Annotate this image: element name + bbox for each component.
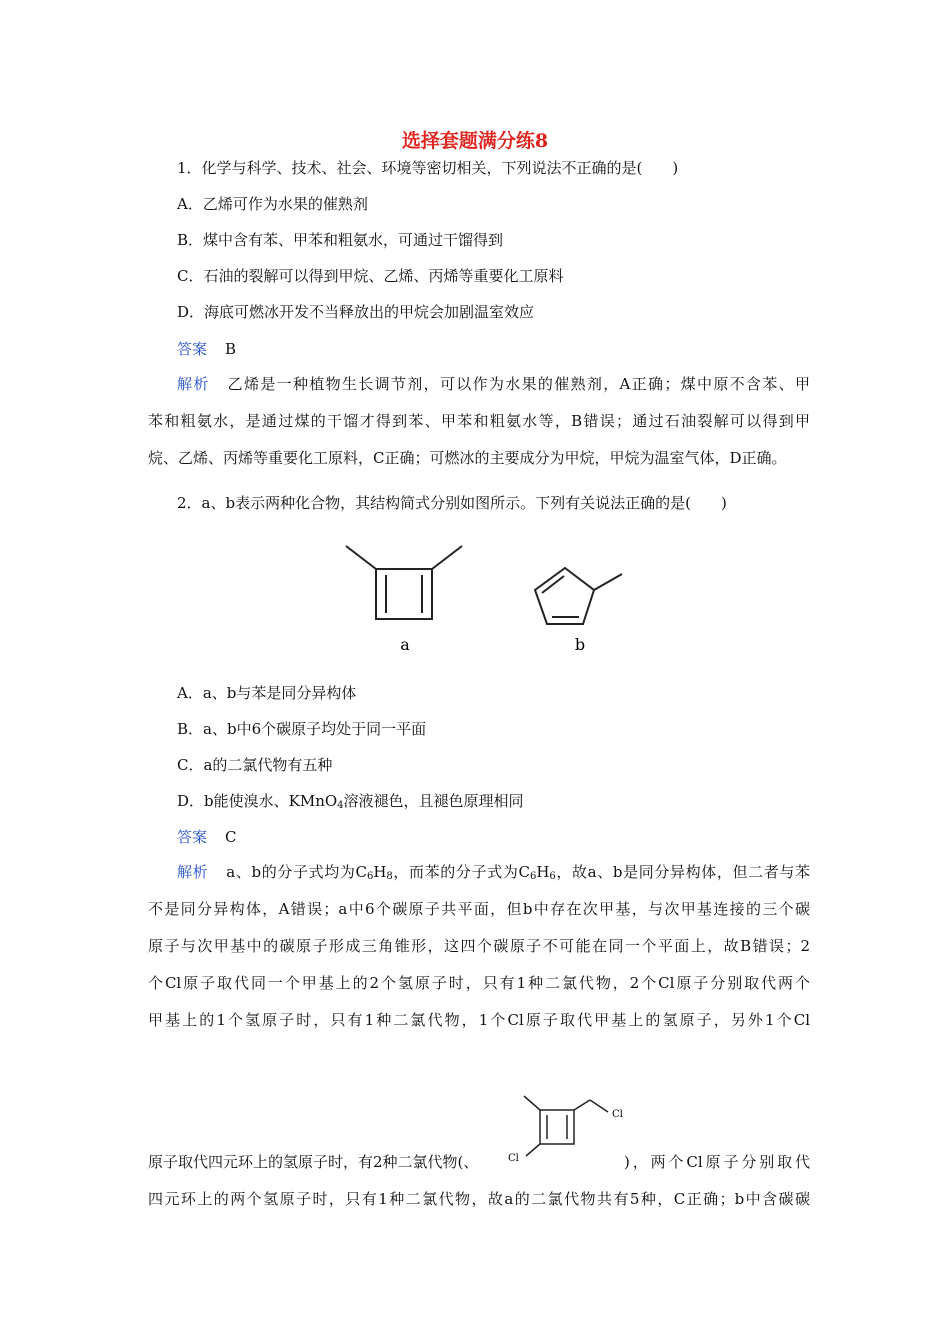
label-a: a <box>400 635 410 654</box>
analysis-label: 解析 <box>177 375 210 393</box>
analysis-line: 甲基上的1个氢原子时，只有1种二氯代物，1个Cl原子取代甲基上的氢原子，另外1个Cl <box>148 1011 810 1029</box>
q1-option-c: C．石油的裂解可以得到甲烷、乙烯、丙烯等重要化工原料 <box>177 267 564 285</box>
q1-option-a: A．乙烯可作为水果的催熟剂 <box>177 195 368 213</box>
q2-analysis: 解析 a、b的分子式均为$C_6H_8$，而苯的分子式为$C_6H_6$，故a、b是同分异构体，但二者与苯 不是同分异构体，A错误；a中6个碳原子共平面，但b中存在次甲基，与次甲基连接的三个碳 原子与次甲基中的碳原子形成三角锥形，这四个碳原子不可能在同一个平面上，故B错误；2 个Cl原子取代同一个甲基上的2个氢原子时，只有1种二氯代物，2个Cl原子分别取代两个 甲基上的1个氢原子时，只有1种二氯代物，1个Cl原子取代甲基上的氢原子，另外1个Cl <box>148 863 810 1029</box>
structure-b <box>535 568 622 624</box>
analysis-line: 乙烯是一种植物生长调节剂，可以作为水果的催熟剂，A正确；煤中原不含苯、甲 <box>227 375 810 393</box>
analysis-line: 原子与次甲基中的碳原子形成三角锥形，这四个碳原子不可能在同一个平面上，故B错误；2 <box>148 937 810 955</box>
q1-stem: 1．化学与科学、技术、社会、环境等密切相关，下列说法不正确的是( ) <box>177 159 679 177</box>
q2-analysis-line6-post: )，两个Cl原子分别取代 <box>624 1153 810 1171</box>
q2-option-b: B．a、b中6个碳原子均处于同一平面 <box>177 720 427 738</box>
cl-label: Cl <box>612 1109 623 1120</box>
q2-option-c: C．a的二氯代物有五种 <box>177 756 333 774</box>
q2-analysis-line7: 四元环上的两个氢原子时，只有1种二氯代物，故a的二氯代物共有5种，C正确；b中含碳碳 <box>148 1190 810 1208</box>
q2-option-d: D．b能使溴水、KMnO$_4$溶液褪色，且褪色原理相同 <box>177 792 524 811</box>
structure-figure <box>330 535 630 665</box>
q1-option-b: B．煤中含有苯、甲苯和粗氨水，可通过干馏得到 <box>177 231 504 249</box>
answer-value: C <box>225 828 237 846</box>
q2-option-a: A．a、b与苯是同分异构体 <box>177 684 357 702</box>
analysis-line: 苯和粗氨水，是通过煤的干馏才得到苯、甲苯和粗氨水等，B错误；通过石油裂解可以得到甲 <box>148 412 810 430</box>
analysis-line: 个Cl原子取代同一个甲基上的2个氢原子时，只有1种二氯代物，2个Cl原子分别取代两个 <box>148 974 810 992</box>
answer-value: B <box>225 340 237 358</box>
structure-a <box>346 546 462 619</box>
label-b: b <box>574 635 586 654</box>
analysis-line: 烷、乙烯、丙烯等重要化工原料，C正确；可燃冰的主要成分为甲烷，甲烷为温室气体，D正确。 <box>148 449 787 467</box>
q1-answer <box>177 338 837 360</box>
q2-analysis-line6-pre: 原子取代四元环上的氢原子时，有2种二氯代物(、 <box>148 1153 479 1171</box>
q1-option-d: D．海底可燃冰开发不当释放出的甲烷会加剧温室效应 <box>177 303 535 321</box>
cl-label: Cl <box>508 1153 519 1164</box>
page-title: 选择套题满分练8 <box>401 130 549 152</box>
q1-analysis <box>148 373 810 484</box>
analysis-line: 不是同分异构体，A错误；a中6个碳原子共平面，但b中存在次甲基，与次甲基连接的三个碳 <box>148 900 810 918</box>
q2-stem: 2．a、b表示两种化合物，其结构简式分别如图所示。下列有关说法正确的是( ) <box>177 494 727 512</box>
answer-label: 答案 <box>177 340 208 358</box>
analysis-label: 解析 <box>177 863 209 881</box>
answer-label: 答案 <box>177 828 208 846</box>
q2-answer <box>177 826 837 848</box>
